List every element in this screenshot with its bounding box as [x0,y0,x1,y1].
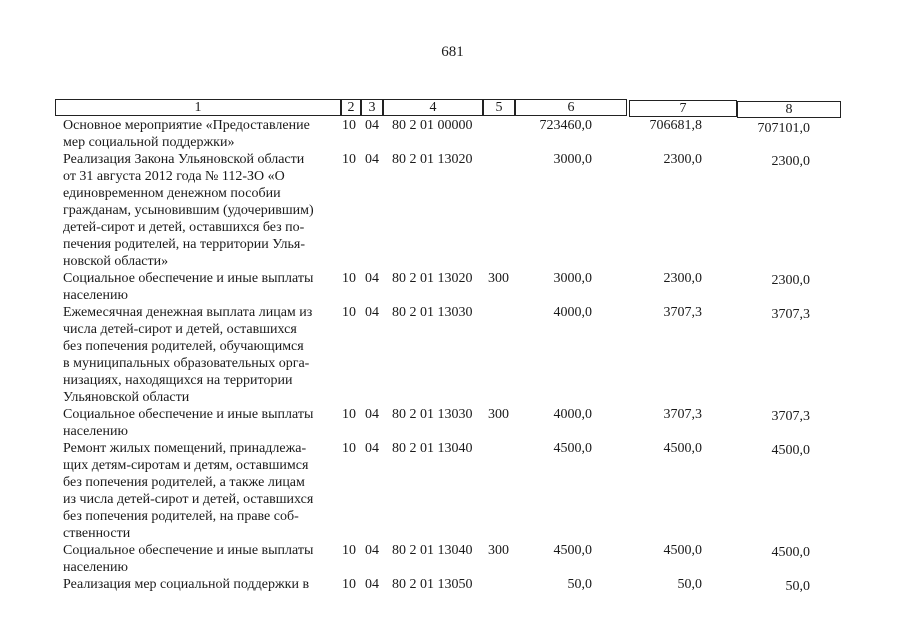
row-value-col7: 3707,3 [663,407,702,422]
row-subsection: 04 [365,305,379,320]
table-row [0,440,905,542]
row-value-col6: 4500,0 [553,441,592,456]
row-expense-type: 300 [488,543,509,558]
header-col-8: 8 [737,101,841,118]
row-target-article: 80 2 01 13050 [392,577,473,592]
row-value-col6: 4000,0 [553,407,592,422]
row-target-article: 80 2 01 13020 [392,152,473,167]
row-value-col6: 4000,0 [553,305,592,320]
row-value-col8: 2300,0 [771,154,810,169]
row-section: 10 [342,118,356,133]
row-value-col8: 2300,0 [771,273,810,288]
header-col-6: 6 [515,99,627,116]
row-value-col7: 3707,3 [663,305,702,320]
row-section: 10 [342,271,356,286]
row-name: Основное мероприятие «Предоставление мер социальной поддержки» [63,118,310,150]
row-target-article: 80 2 01 13030 [392,305,473,320]
row-expense-type: 300 [488,407,509,422]
row-value-col8: 707101,0 [757,121,810,136]
row-name: Ежемесячная денежная выплата лицам из числа детей-сирот и детей, оставшихся без попечения родителей, обучающимся в муниципальных образовательных орга- низациях, находящихся на территории Ульяновской области [63,305,313,405]
row-section: 10 [342,152,356,167]
row-target-article: 80 2 01 00000 [392,118,473,133]
row-expense-type: 300 [488,271,509,286]
header-col-2: 2 [341,99,361,116]
table-row [0,542,905,576]
header-col-1: 1 [55,99,341,116]
row-value-col8: 50,0 [785,579,810,594]
row-subsection: 04 [365,407,379,422]
row-subsection: 04 [365,441,379,456]
row-value-col6: 50,0 [567,577,592,592]
row-subsection: 04 [365,118,379,133]
row-target-article: 80 2 01 13020 [392,271,473,286]
row-section: 10 [342,441,356,456]
row-name: Реализация Закона Ульяновской области от 31 августа 2012 года № 112-ЗО «О единовременном денежном пособии гражданам, усыновившим (удочерившим) детей-сирот и детей, оставшихся без по- печения родителей, на территории Улья- новской области» [63,152,314,269]
row-value-col6: 4500,0 [553,543,592,558]
row-name: Ремонт жилых помещений, принадлежа- щих детям-сиротам и детям, оставшимся без попечения родителей, а также лицам из числа детей-сирот и детей, оставшихся без попечения родителей, на праве соб- ственности [63,441,314,541]
row-section: 10 [342,577,356,592]
table-body [0,117,905,596]
header-col-5: 5 [483,99,515,116]
table-row [0,406,905,440]
table-row [0,151,905,270]
row-name: Социальное обеспечение и иные выплаты населению [63,407,314,439]
row-name: Социальное обеспечение и иные выплаты населению [63,271,314,303]
row-section: 10 [342,543,356,558]
row-value-col7: 2300,0 [663,152,702,167]
row-subsection: 04 [365,271,379,286]
page-number: 681 [441,44,464,60]
row-value-col8: 4500,0 [771,545,810,560]
row-subsection: 04 [365,577,379,592]
row-section: 10 [342,407,356,422]
row-value-col6: 3000,0 [553,271,592,286]
row-value-col7: 4500,0 [663,441,702,456]
row-subsection: 04 [365,543,379,558]
header-col-7: 7 [629,100,737,117]
row-target-article: 80 2 01 13040 [392,543,473,558]
row-value-col7: 706681,8 [649,118,702,133]
row-value-col7: 2300,0 [663,271,702,286]
row-value-col7: 50,0 [677,577,702,592]
table-row [0,117,905,151]
row-value-col8: 4500,0 [771,443,810,458]
table-row [0,304,905,406]
table-row [0,576,905,596]
row-value-col8: 3707,3 [771,307,810,322]
row-value-col7: 4500,0 [663,543,702,558]
row-value-col8: 3707,3 [771,409,810,424]
row-section: 10 [342,305,356,320]
row-value-col6: 723460,0 [539,118,592,133]
row-value-col6: 3000,0 [553,152,592,167]
row-target-article: 80 2 01 13040 [392,441,473,456]
table-row [0,270,905,304]
row-name: Социальное обеспечение и иные выплаты населению [63,543,314,575]
header-col-4: 4 [383,99,483,116]
row-subsection: 04 [365,152,379,167]
header-col-3: 3 [361,99,383,116]
row-name: Реализация мер социальной поддержки в [63,577,310,592]
row-target-article: 80 2 01 13030 [392,407,473,422]
